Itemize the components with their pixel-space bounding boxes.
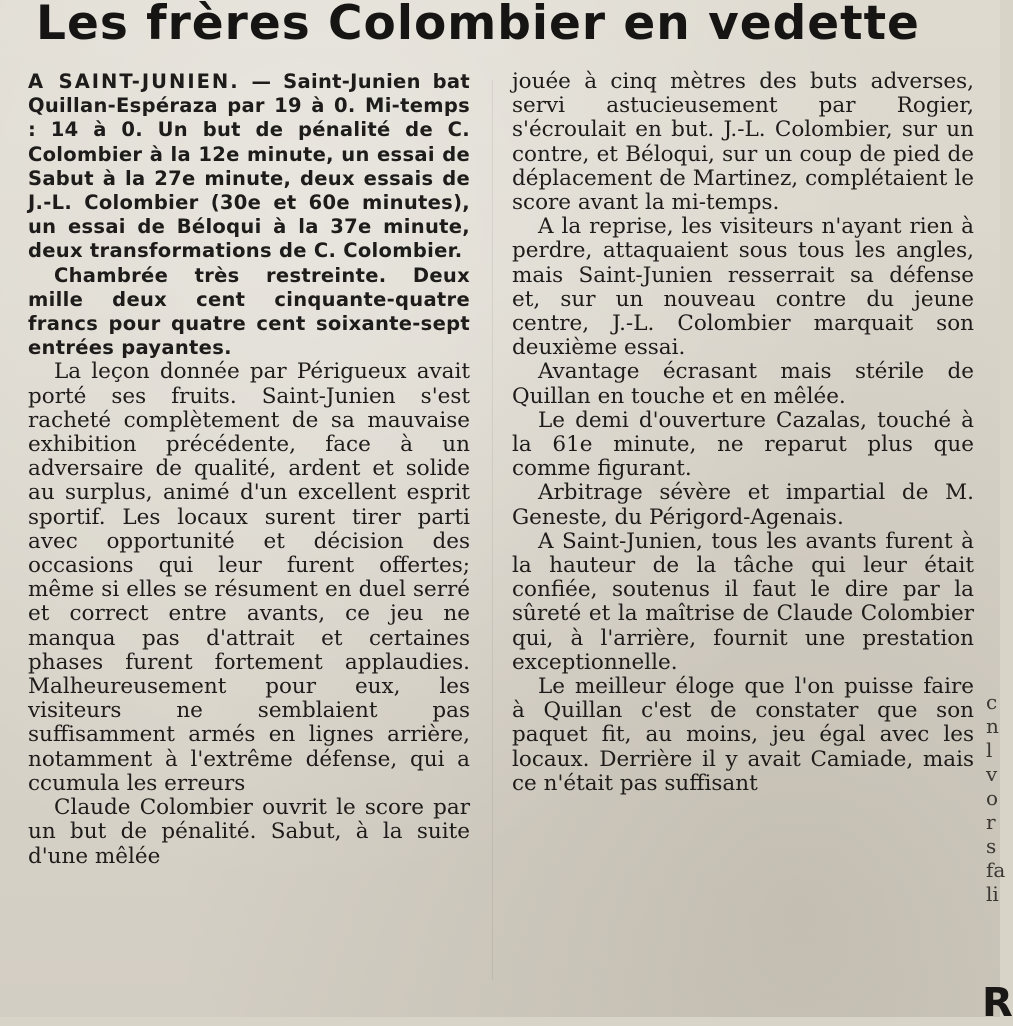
body-paragraph: La leçon donnée par Périgueux avait porté ses fruits. Saint-Junien s'est racheté complètement de sa mauvaise exhibition précédente, face à un adversaire de qualité, ardent et solide au surplus, animé d'un excellent esprit sportif. Les locaux surent tirer parti avec opportunité et décision des occasions qui leur furent offertes; même si elles se résument en duel serré et correct entre avants, ce jeu ne manqua pas d'attrait et certaines phases furent fortement applaudies. Malheureusement pour eux, les visiteurs ne semblaient pas suffisamment armés en lignes arrière, notamment à l'extrême défense, qui a ccumula les erreurs (28, 359, 470, 796)
body-paragraph: Avantage écrasant mais stérile de Quillan en touche et en mêlée. (512, 359, 974, 409)
body-paragraph: Claude Colombier ouvrit le score par un but de pénalité. Sabut, à la suite d'une mêlée (28, 795, 470, 869)
lede-paragraph (28, 70, 470, 264)
dateline: A SAINT-JUNIEN. (28, 70, 240, 93)
headline: Les frères Colombier en vedette (36, 0, 920, 51)
body-paragraph: A Saint-Junien, tous les avants furent à la hauteur de la tâche qui leur était confiée, soutenus il faut le dire par la sûreté et la maîtrise de Claude Colombier qui, à l'arrière, fournit une prestation exceptionnelle. (512, 528, 974, 675)
fragment-letter: r (986, 810, 996, 834)
fragment-letter: li (986, 882, 999, 906)
body-paragraph: Le meilleur éloge que l'on puisse faire à Quillan c'est de constater que son paquet fit, au moins, jeu égal avec les locaux. Derrière il y avait Camiade, mais ce n'était pas suffisant (512, 674, 974, 796)
fragment-letter: l (986, 738, 993, 762)
left-column (28, 70, 470, 869)
body-paragraph: A la reprise, les visiteurs n'ayant rien à perdre, attaquaient sous tous les angles, mais Saint-Junien resserrait sa défense et, sur un nouveau contre du jeune centre, J.-L. Colombier marquait son deuxième essai. (512, 214, 974, 361)
adjacent-column-fragment (986, 690, 1006, 906)
fragment-letter: o (986, 786, 999, 810)
fragment-letter: n (986, 714, 999, 738)
fragment-letter: fa (986, 858, 1006, 882)
column-divider (492, 80, 493, 980)
fragment-letter: c (986, 690, 998, 714)
body-paragraph: Arbitrage sévère et impartial de M. Geneste, du Périgord-Agenais. (512, 480, 974, 530)
body-paragraph: Le demi d'ouverture Cazalas, touché à la 61e minute, ne reparut plus que comme figurant. (512, 407, 974, 482)
lede-text: — Saint-Junien bat Quillan-Espéraza par 19 à 0. Mi-temps : 14 à 0. Un but de pénalité de C. Colombier à la 12e minute, un essai de Sabut à la 27e minute, deux essais de J.-L. Colombier (30e et 60e minutes), un essai de Béloqui à la 37e minute, deux transformations de C. Colombier. (28, 70, 470, 263)
fragment-letter: s (986, 834, 997, 858)
fragment-letter: v (986, 762, 998, 786)
attendance-paragraph: Chambrée très restreinte. Deux mille deux cent cinquante-quatre francs pour quatre cent soixante-sept entrées payantes. (28, 263, 470, 360)
body-paragraph: jouée à cinq mètres des buts adverses, servi astucieusement par Rogier, s'écroulait en but. J.-L. Colombier, sur un contre, et Béloqui, sur un coup de pied de déplacement de Martinez, complétaient le score avant la mi-temps. (512, 69, 974, 216)
right-column (512, 70, 974, 796)
adjacent-headline-fragment: R (982, 980, 1013, 1026)
